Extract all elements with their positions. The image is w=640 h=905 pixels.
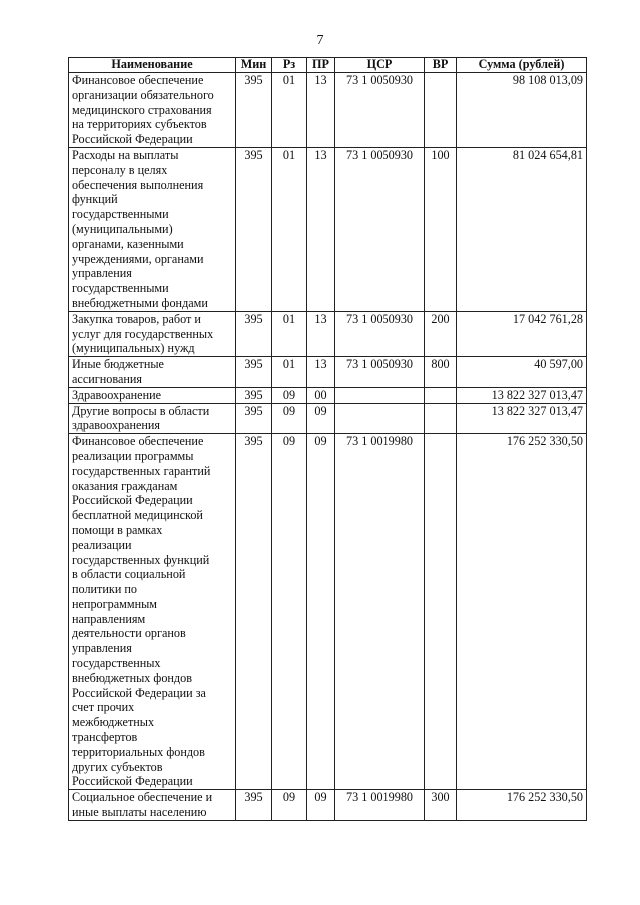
table-row xyxy=(69,147,587,311)
cell-min: 395 xyxy=(236,790,272,821)
name-line: Российской Федерации xyxy=(72,774,193,789)
budget-table xyxy=(68,57,587,821)
cell-min: 395 xyxy=(236,311,272,356)
cell-csr: 73 1 0050930 xyxy=(335,311,425,356)
cell-sum: 13 822 327 013,47 xyxy=(457,403,587,434)
cell-name xyxy=(69,73,236,148)
header-name: Наименование xyxy=(69,58,236,73)
cell-sum: 17 042 761,28 xyxy=(457,311,587,356)
cell-sum: 176 252 330,50 xyxy=(457,790,587,821)
name-line: деятельности органов xyxy=(72,626,186,641)
name-line: организации обязательного xyxy=(72,87,214,102)
cell-vr: 300 xyxy=(425,790,457,821)
cell-pr: 13 xyxy=(307,311,335,356)
table-row xyxy=(69,387,587,403)
name-line: Здравоохранение xyxy=(72,387,162,402)
header-pr: ПР xyxy=(307,58,335,73)
table-row xyxy=(69,434,587,790)
name-line: функций xyxy=(72,192,118,207)
cell-vr: 800 xyxy=(425,357,457,388)
name-line: государственными xyxy=(72,207,169,222)
cell-name xyxy=(69,790,236,821)
name-line: медицинского страхования xyxy=(72,102,212,117)
header-vr: ВР xyxy=(425,58,457,73)
name-line: в области социальной xyxy=(72,567,186,582)
cell-csr: 73 1 0050930 xyxy=(335,73,425,148)
name-line: Расходы на выплаты xyxy=(72,147,179,162)
name-line: Российской Федерации xyxy=(72,493,193,508)
name-line: Закупка товаров, работ и xyxy=(72,311,201,326)
cell-pr: 09 xyxy=(307,403,335,434)
name-line: помощи в рамках xyxy=(72,522,163,537)
name-line: иные выплаты населению xyxy=(72,805,207,820)
cell-rz: 09 xyxy=(272,387,307,403)
name-line: ассигнования xyxy=(72,371,143,386)
cell-rz: 01 xyxy=(272,311,307,356)
cell-pr: 13 xyxy=(307,147,335,311)
name-line: Российской Федерации за xyxy=(72,685,206,700)
name-line: персоналу в целях xyxy=(72,162,168,177)
cell-name xyxy=(69,403,236,434)
cell-rz: 01 xyxy=(272,147,307,311)
name-line: оказания гражданам xyxy=(72,478,178,493)
table-row xyxy=(69,357,587,388)
table-row xyxy=(69,403,587,434)
cell-vr xyxy=(425,403,457,434)
name-line: (муниципальных) нужд xyxy=(72,341,195,356)
cell-csr: 73 1 0050930 xyxy=(335,147,425,311)
cell-vr: 100 xyxy=(425,147,457,311)
cell-rz: 09 xyxy=(272,790,307,821)
name-line: управления xyxy=(72,266,132,281)
name-line: на территориях субъектов xyxy=(72,117,207,132)
name-line: государственных гарантий xyxy=(72,463,211,478)
name-line: политики по xyxy=(72,582,138,597)
cell-csr: 73 1 0019980 xyxy=(335,790,425,821)
cell-min: 395 xyxy=(236,357,272,388)
cell-vr xyxy=(425,73,457,148)
cell-csr: 73 1 0019980 xyxy=(335,434,425,790)
name-line: государственными xyxy=(72,281,169,296)
cell-min: 395 xyxy=(236,73,272,148)
name-line: учреждениями, органами xyxy=(72,251,204,266)
name-line: органами, казенными xyxy=(72,236,184,251)
cell-min: 395 xyxy=(236,403,272,434)
cell-name xyxy=(69,147,236,311)
name-line: управления xyxy=(72,641,132,656)
name-line: территориальных фондов xyxy=(72,744,205,759)
name-line: государственных xyxy=(72,656,161,671)
name-line: внебюджетных фондов xyxy=(72,670,192,685)
name-line: (муниципальными) xyxy=(72,221,173,236)
cell-sum: 176 252 330,50 xyxy=(457,434,587,790)
table-row xyxy=(69,73,587,148)
table-body xyxy=(69,73,587,821)
cell-name xyxy=(69,387,236,403)
name-line: счет прочих xyxy=(72,700,135,715)
cell-vr: 200 xyxy=(425,311,457,356)
name-line: направлениям xyxy=(72,611,146,626)
name-line: Социальное обеспечение и xyxy=(72,790,213,805)
cell-pr: 13 xyxy=(307,73,335,148)
cell-pr: 13 xyxy=(307,357,335,388)
cell-rz: 01 xyxy=(272,357,307,388)
name-line: государственных функций xyxy=(72,552,210,567)
cell-csr: 73 1 0050930 xyxy=(335,357,425,388)
cell-name xyxy=(69,311,236,356)
cell-pr: 09 xyxy=(307,434,335,790)
name-line: Российской Федерации xyxy=(72,132,193,147)
cell-pr: 00 xyxy=(307,387,335,403)
cell-sum: 13 822 327 013,47 xyxy=(457,387,587,403)
name-line: реализации xyxy=(72,537,132,552)
cell-sum: 81 024 654,81 xyxy=(457,147,587,311)
cell-csr xyxy=(335,403,425,434)
cell-sum: 40 597,00 xyxy=(457,357,587,388)
cell-pr: 09 xyxy=(307,790,335,821)
cell-vr xyxy=(425,434,457,790)
name-line: межбюджетных xyxy=(72,715,155,730)
header-sum: Сумма (рублей) xyxy=(457,58,587,73)
cell-name xyxy=(69,357,236,388)
cell-name xyxy=(69,434,236,790)
table-header-row xyxy=(69,58,587,73)
name-line: Финансовое обеспечение xyxy=(72,434,204,449)
cell-rz: 09 xyxy=(272,403,307,434)
name-line: обеспечения выполнения xyxy=(72,177,204,192)
name-line: Иные бюджетные xyxy=(72,357,164,372)
cell-vr xyxy=(425,387,457,403)
cell-min: 395 xyxy=(236,387,272,403)
name-line: внебюджетными фондами xyxy=(72,295,208,310)
name-line: бесплатной медицинской xyxy=(72,508,203,523)
name-line: других субъектов xyxy=(72,759,163,774)
name-line: непрограммным xyxy=(72,596,157,611)
name-line: услуг для государственных xyxy=(72,326,214,341)
header-csr: ЦСР xyxy=(335,58,425,73)
cell-rz: 09 xyxy=(272,434,307,790)
page-number: 7 xyxy=(316,33,324,48)
name-line: реализации программы xyxy=(72,448,194,463)
header-rz: Рз xyxy=(272,58,307,73)
cell-csr xyxy=(335,387,425,403)
name-line: Другие вопросы в области xyxy=(72,403,210,418)
table-row xyxy=(69,311,587,356)
header-min: Мин xyxy=(236,58,272,73)
name-line: Финансовое обеспечение xyxy=(72,73,204,87)
cell-rz: 01 xyxy=(272,73,307,148)
cell-min: 395 xyxy=(236,434,272,790)
name-line: здравоохранения xyxy=(72,418,161,433)
cell-sum: 98 108 013,09 xyxy=(457,73,587,148)
table-row xyxy=(69,790,587,821)
cell-min: 395 xyxy=(236,147,272,311)
name-line: трансфертов xyxy=(72,730,138,745)
